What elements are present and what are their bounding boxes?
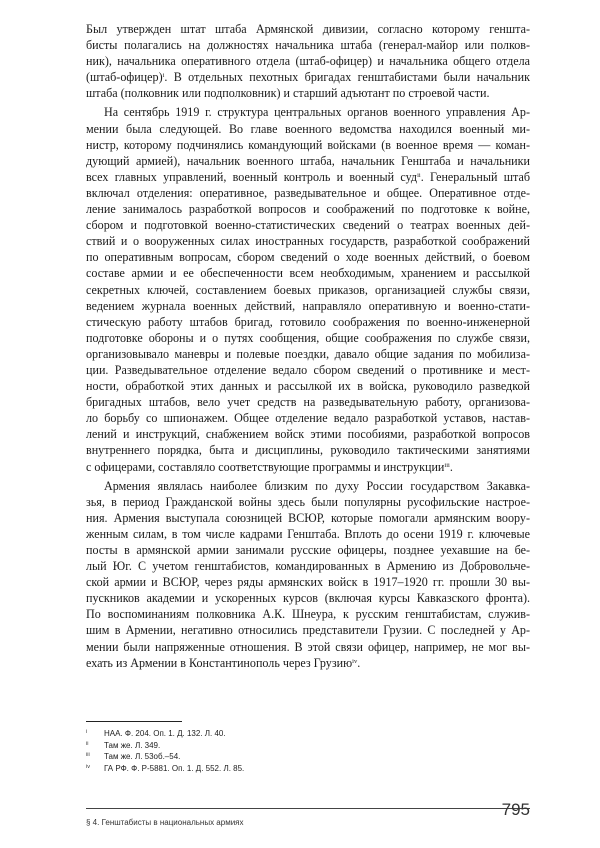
running-footer: § 4. Генштабисты в национальных армиях <box>86 818 244 827</box>
paragraph-3 <box>86 478 530 671</box>
footnote-ref: iv <box>352 657 358 665</box>
text-line: ехать из Армении в Константинополь через Грузию$^{iv}$. <box>86 655 361 670</box>
text-line: мении были напряженные отношения. В этой связи офицер, например, не мог вы- <box>86 639 530 654</box>
text-line: сбором и подготовкой военно-статистических сведений о театрах военных дей- <box>86 218 530 233</box>
text-line: шим в Армении, негативно относились представители Грузии. С последней у Ар- <box>86 623 530 638</box>
page-number: 795 <box>501 800 530 819</box>
footnote-mark: iii <box>86 752 90 758</box>
footnote-item <box>86 728 386 740</box>
text-line: внутреннего порядка, быта и дисциплины, руководило тактическими занятиями <box>86 443 530 458</box>
text-line: лений и инструкций, снабжением войск этими пособиями, разработкой вопросов <box>86 427 530 442</box>
footnote-mark: iv <box>86 763 90 770</box>
footnote-item <box>86 740 386 752</box>
text-line: ление занималось разработкой вопросов и соображений по подготовке к войне, <box>86 202 530 217</box>
footnote-mark: i <box>86 729 88 735</box>
footnote-item <box>86 763 386 775</box>
footnote-text: ГА РФ. Ф. Р-5881. Оп. 1. Д. 552. Л. 85. <box>104 763 245 773</box>
text-line: ской армии и ВСЮР, через ряды армянских войск в 1917–1920 гг. прошли 30 вы- <box>86 575 530 590</box>
body-text <box>86 21 530 674</box>
text-line: На сентябрь 1919 г. структура центральных органов военного управления Ар- <box>104 105 530 120</box>
text-line: стическую работу штабов бригад, готовило соображения по военно-инженерной <box>86 314 530 329</box>
footnote-divider <box>86 721 182 722</box>
text-line: дующий армией), начальник военного штаба, начальник Генштаба и начальники <box>86 153 530 168</box>
text-line: бисты полагались на должностях начальника штаба (генерал-майор или полков- <box>86 38 530 53</box>
text-line: пускников академии и ускоренных курсов (включая курсы Кавказского фронта). <box>86 591 530 606</box>
text-line: (штаб-офицер)$^i$. В отдельных пехотных бригадах генштабистами были начальник <box>86 70 530 85</box>
text-line: составе армии и ее обеспеченности всем необходимым, хранением и рассылкой <box>86 266 530 281</box>
footnote-ref: ii <box>417 171 421 179</box>
text-line: посты в армянской армии занимали русские офицеры, позднее уехавшие на бе- <box>86 543 530 557</box>
text-line: лый Юг. С учетом генштабистов, командированных в Армению из Добровольче- <box>86 559 530 574</box>
text-line: ведением журнала военных действий, направляло оперативную и военно-стати- <box>86 298 530 313</box>
text-line: организовывало маневры и полевые поездки, давало общие задания по мобилиза- <box>86 346 530 361</box>
text-line: штаба (полковник или подполковник) и старший адъютант по строевой части. <box>86 86 490 101</box>
footnote-mark: ii <box>86 740 89 747</box>
footnote-item <box>86 751 386 763</box>
text-line: Армения являлась наиболее близким по духу России государством Закавка- <box>104 478 530 493</box>
footnote-text: НАА. Ф. 204. Оп. 1. Д. 132. Л. 40. <box>104 729 226 738</box>
paragraph-2 <box>86 104 530 474</box>
text-line: зья, в период Гражданской войны здесь были популярны русофильские настрое- <box>86 494 530 509</box>
text-line: мении была следующей. Во главе военного ведомства находился военный ми- <box>86 121 530 136</box>
paragraph-1 <box>86 21 530 101</box>
text-line: ции. Разведывательное отделение ведало сбором сведений о противнике и мест- <box>86 362 530 377</box>
text-line: ствий и о вооруженных силах иностранных государств, разработкой соображений <box>86 234 530 249</box>
footnote-ref: i <box>162 72 165 80</box>
text-line: подготовке обороны и о путях сообщения, общие соображения по службе связи, <box>86 330 530 345</box>
text-line: секретных ключей, составлением боевых приказов, организацией службы связи, <box>86 282 530 297</box>
text-line: бригадных штабов, вело учет средств на разведывательную работу, организова- <box>86 395 530 410</box>
footer-divider <box>86 808 530 809</box>
text-line: ник), начальника оперативного отдела (штаб-офицер) и начальника общего отдела <box>86 54 530 69</box>
footnote-text: Там же. Л. 349. <box>104 740 161 750</box>
text-line: женным силам, в том числе кадрами Генштаба. Вплоть до осени 1919 г. ключевые <box>86 526 530 541</box>
text-line: ло борьбу со шпионажем. Общее отделение ведало разработкой уставов, настав- <box>86 411 530 426</box>
text-line: Был утвержден штат штаба Армянской дивизии, согласно которому геншта- <box>86 22 530 36</box>
text-line: нистр, которому подчинялись командующий войсками (в военное время — коман- <box>86 137 530 152</box>
footnote-text: Там же. Л. 53об.–54. <box>104 752 181 761</box>
text-line: всех главных управлений, военный контроль и военный суд$^{ii}$. Генеральный штаб <box>86 169 530 184</box>
text-line: включал отделения: оперативное, разведывательное и общее. Оперативное отде- <box>86 185 530 200</box>
footnotes <box>86 728 386 774</box>
text-line: с офицерами, составляло соответствующие программы и инструкции$^{iii}$. <box>86 459 453 474</box>
text-line: ния. Армения выступала союзницей ВСЮР, которые помогали армянским воору- <box>86 510 530 525</box>
text-line: ности, обработкой этих данных и рассылкой их в войска, руководило разведкой <box>86 379 530 394</box>
text-line: По воспоминаниям полковника А.К. Шнеура, к русским генштабистам, служив- <box>86 607 530 622</box>
footnote-ref: iii <box>444 461 450 469</box>
text-line: по оперативным вопросам, сбором сведений о ходе военных действий, о боевом <box>86 250 530 265</box>
